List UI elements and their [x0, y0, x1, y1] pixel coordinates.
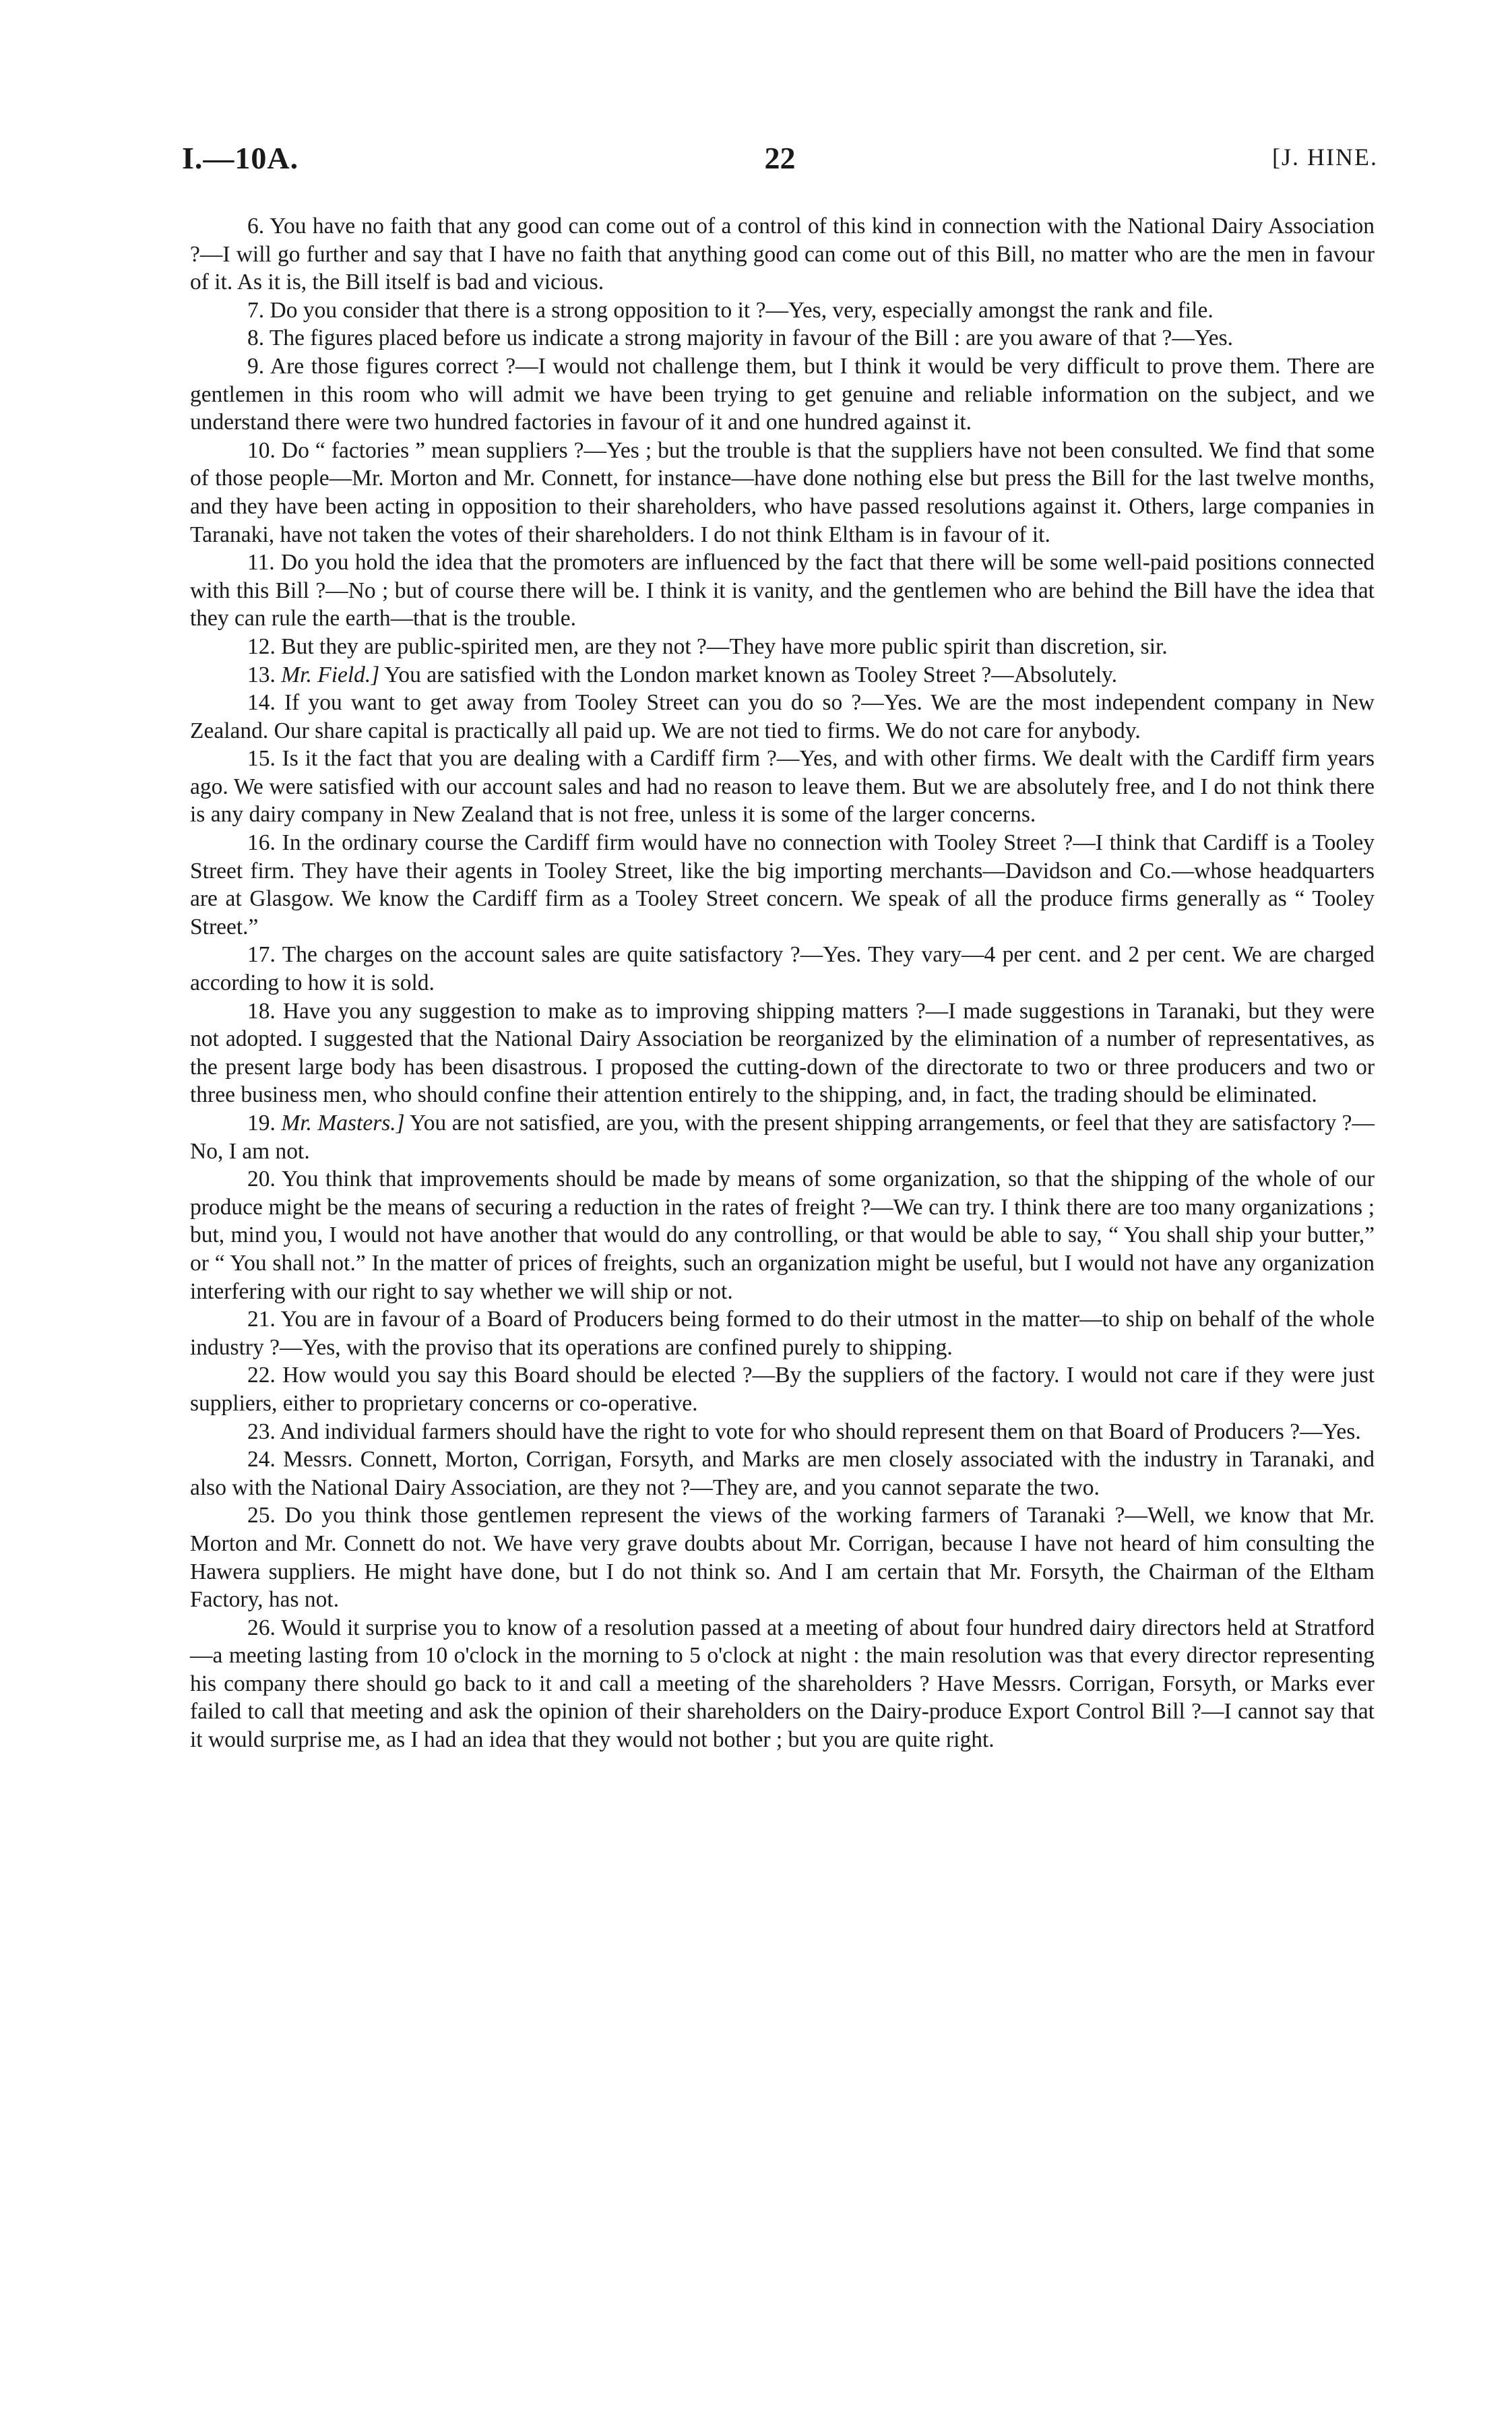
- question-answer-text: Do you hold the idea that the promoters are influenced by the fact that there will be some well-paid positions connected with this Bill ?—No ; but of course there will be. I think it is vanity, and the gentlemen who are behind the Bill have the idea that they can rule the earth—that is the trouble.: [190, 550, 1375, 631]
- running-header: [182, 140, 1378, 181]
- question-paragraph: [190, 297, 1375, 325]
- question-answer-text: Do you consider that there is a strong opposition to it ?—Yes, very, especially amongst the rank and file.: [270, 297, 1214, 323]
- question-number: 23.: [247, 1419, 276, 1444]
- question-number: 19.: [247, 1111, 276, 1136]
- question-paragraph: [190, 1165, 1375, 1305]
- question-number: 12.: [247, 633, 276, 659]
- question-number: 20.: [247, 1167, 276, 1192]
- evidence-body: [190, 212, 1375, 1754]
- question-paragraph: [190, 661, 1375, 689]
- question-answer-text: In the ordinary course the Cardiff firm would have no connection with Tooley Street ?—I think that Cardiff is a Tooley Street firm. They have their agents in Tooley Street, like the big importing merchants—Davidson and Co.—whose headquarters are at Glasgow. We know the Cardiff firm as a Tooley Street concern. We speak of all the produce firms generally as “ Tooley Street.”: [190, 830, 1375, 939]
- question-number: 21.: [247, 1307, 276, 1332]
- question-answer-text: You are in favour of a Board of Producers being formed to do their utmost in the matter—to ship on behalf of the whole industry ?—Yes, with the proviso that its operations are confined purely to shipping.: [190, 1307, 1375, 1360]
- question-number: 10.: [247, 437, 276, 463]
- page-number: 22: [764, 141, 796, 175]
- question-number: 11.: [247, 550, 275, 576]
- question-paragraph: [190, 1361, 1375, 1417]
- question-paragraph: [190, 1501, 1375, 1613]
- question-number: 7.: [247, 297, 265, 323]
- question-answer-text: Do “ factories ” mean suppliers ?—Yes ; but the trouble is that the suppliers have not been consulted. We find that some of those people—Mr. Morton and Mr. Connett, for instance—have done nothing else but press the Bill for the last twelve months, and they have been acting in opposition to their shareholders, who have passed resolutions against it. Others, large companies in Taranaki, have not taken the votes of their shareholders. I do not think Eltham is in favour of it.: [190, 437, 1375, 547]
- question-number: 9.: [247, 353, 265, 379]
- question-paragraph: [190, 1418, 1375, 1446]
- question-number: 24.: [247, 1447, 276, 1472]
- question-paragraph: [190, 997, 1375, 1109]
- speaker-name: Mr. Masters.]: [281, 1111, 405, 1136]
- question-paragraph: [190, 1614, 1375, 1754]
- question-answer-text: The figures placed before us indicate a strong majority in favour of the Bill : are you aware of that ?—Yes.: [269, 325, 1234, 351]
- question-number: 16.: [247, 830, 276, 856]
- question-answer-text: How would you say this Board should be elected ?—By the suppliers of the factory. I would not care if they were just suppliers, either to proprietary concerns or co-operative.: [190, 1363, 1375, 1416]
- question-number: 13.: [247, 662, 276, 687]
- question-paragraph: [190, 829, 1375, 941]
- question-number: 26.: [247, 1615, 276, 1640]
- question-number: 17.: [247, 942, 276, 968]
- question-paragraph: [190, 212, 1375, 297]
- question-answer-text: Are those figures correct ?—I would not challenge them, but I think it would be very difficult to prove them. There are gentlemen in this room who will admit we have been trying to get genuine and reliable information on the subject, and we understand there were two hundred factories in favour of it and one hundred against it.: [190, 353, 1375, 435]
- question-paragraph: [190, 745, 1375, 829]
- witness-name: [J. HINE.: [1272, 144, 1378, 170]
- question-answer-text: And individual farmers should have the right to vote for who should represent them on that Board of Producers ?—Yes.: [280, 1419, 1361, 1444]
- question-answer-text: But they are public-spirited men, are they not ?—They have more public spirit than discretion, sir.: [281, 633, 1168, 659]
- question-paragraph: [190, 549, 1375, 633]
- question-answer-text: You think that improvements should be made by means of some organization, so that the shipping of the whole of our produce might be the means of securing a reduction in the rates of freight ?—We can try. I think there are too many organizations ; but, mind you, I would not have another that would do any controlling, or that would be able to say, “ You shall ship your butter,” or “ You shall not.” In the matter of prices of freights, such an organization might be useful, but I would not have any organization interfering with our right to say whether we will ship or not.: [190, 1167, 1375, 1304]
- question-number: 14.: [247, 690, 276, 716]
- question-answer-text: Messrs. Connett, Morton, Corrigan, Forsyth, and Marks are men closely associated with the industry in Taranaki, and also with the National Dairy Association, are they not ?—They are, and you cannot separate the two.: [190, 1447, 1375, 1500]
- question-number: 25.: [247, 1503, 276, 1528]
- question-paragraph: [190, 1305, 1375, 1361]
- question-paragraph: [190, 324, 1375, 352]
- question-answer-text: You are satisfied with the London market known as Tooley Street ?—Absolutely.: [384, 662, 1117, 687]
- question-number: 18.: [247, 998, 276, 1024]
- question-answer-text: Would it surprise you to know of a resolution passed at a meeting of about four hundred dairy directors held at Stratford—a meeting lasting from 10 o'clock in the morning to 5 o'clock at night : the main resolution was that every director representing his company there should go back to it and call a meeting of the shareholders ? Have Messrs. Corrigan, Forsyth, or Marks ever failed to call that meeting and ask the opinion of their shareholders on the Dairy-produce Export Control Bill ?—I cannot say that it would surprise me, as I had an idea that they would not bother ; but you are quite right.: [190, 1615, 1375, 1753]
- question-number: 6.: [247, 214, 265, 239]
- question-number: 22.: [247, 1363, 276, 1388]
- question-answer-text: You have no faith that any good can come out of a control of this kind in connection with the National Dairy Association ?—I will go further and say that I have no faith that anything good can come out of this Bill, no matter who are the men in favour of it. As it is, the Bill itself is bad and vicious.: [190, 214, 1375, 295]
- question-paragraph: [190, 941, 1375, 997]
- question-answer-text: Is it the fact that you are dealing with a Cardiff firm ?—Yes, and with other firms. We dealt with the Cardiff firm years ago. We were satisfied with our account sales and had no reason to leave them. But we are absolutely free, and I do not think there is any dairy company in New Zealand that is not free, unless it is some of the larger concerns.: [190, 746, 1375, 828]
- question-answer-text: Do you think those gentlemen represent the views of the working farmers of Taranaki ?—Well, we know that Mr. Morton and Mr. Connett do not. We have very grave doubts about Mr. Corrigan, because I have not heard of him consulting the Hawera suppliers. He might have done, but I do not think so. And I am certain that Mr. Forsyth, the Chairman of the Eltham Factory, has not.: [190, 1503, 1375, 1613]
- question-paragraph: [190, 689, 1375, 745]
- question-answer-text: The charges on the account sales are quite satisfactory ?—Yes. They vary—4 per cent. and 2 per cent. We are charged according to how it is sold.: [190, 942, 1375, 996]
- question-paragraph: [190, 437, 1375, 549]
- paper-reference: I.—10A.: [182, 141, 299, 175]
- question-answer-text: If you want to get away from Tooley Street can you do so ?—Yes. We are the most independent company in New Zealand. Our share capital is practically all paid up. We are not tied to firms. We do not care for anybody.: [190, 690, 1375, 743]
- question-answer-text: You are not satisfied, are you, with the present shipping arrangements, or feel that they are satisfactory ?—No, I am not.: [190, 1111, 1375, 1164]
- question-paragraph: [190, 1109, 1375, 1165]
- question-paragraph: [190, 1446, 1375, 1501]
- question-answer-text: Have you any suggestion to make as to improving shipping matters ?—I made suggestions in Taranaki, but they were not adopted. I suggested that the National Dairy Association be reorganized by the elimination of a number of representatives, as the present large body has been disastrous. I proposed the cutting-down of the directorate to two or three producers and two or three business men, who should confine their attention entirely to the shipping, and, in fact, the trading should be eliminated.: [190, 998, 1375, 1108]
- speaker-name: Mr. Field.]: [281, 662, 380, 687]
- question-paragraph: [190, 633, 1375, 661]
- question-paragraph: [190, 352, 1375, 437]
- question-number: 8.: [247, 325, 265, 351]
- question-number: 15.: [247, 746, 276, 772]
